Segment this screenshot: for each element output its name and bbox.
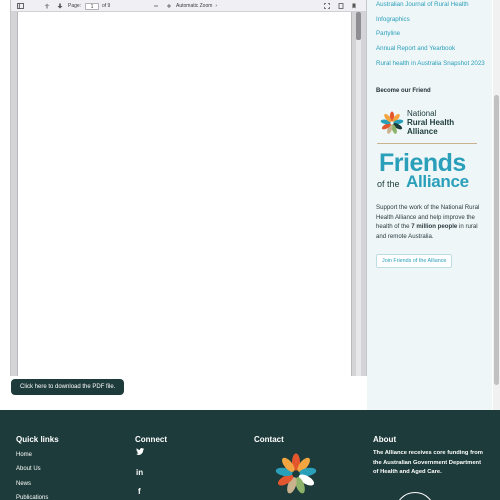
nrha-logo-national: National [407,109,437,118]
sidebar-toggle-icon[interactable] [17,0,24,12]
friend-heading: Become our Friend [376,88,431,94]
footer-link-about[interactable]: About Us [16,466,41,472]
contact-heading: Contact [254,435,284,444]
support-text [376,203,486,241]
nrha-logo[interactable] [377,108,482,146]
arrow-up-icon[interactable] [44,0,50,12]
government-seal-icon [395,492,435,500]
facebook-icon[interactable]: f [138,487,141,496]
support-text-end: in rural and remote Australia. [376,223,478,240]
sidebar-link-annual-report[interactable]: Annual Report and Yearbook [376,45,456,52]
site-footer [0,410,500,500]
sidebar-link-snapshot[interactable]: Rural health in Australia Snapshot 2023 [376,60,485,67]
zoom-select-label: Automatic Zoom [176,3,213,9]
minus-icon[interactable] [153,0,159,12]
fullscreen-icon[interactable] [324,0,330,12]
zoom-select[interactable] [176,0,217,12]
join-friends-button[interactable]: Join Friends of the Alliance [376,254,452,268]
page-label: Page: [68,3,82,9]
pdf-toolbar [11,0,366,12]
nrha-flower-icon [379,110,405,136]
right-sidebar [367,0,492,410]
pdf-viewer [10,0,367,376]
page-scrollbar-thumb[interactable] [494,95,499,385]
connect-heading: Connect [135,435,167,444]
friends-word: Friends [379,149,466,177]
about-heading: About [373,435,397,444]
nrha-logo-text [407,109,454,136]
nrha-logo-alliance: Alliance [407,127,438,136]
open-file-icon[interactable] [338,0,344,12]
download-pdf-button[interactable]: Click here to download the PDF file. [11,379,124,395]
linkedin-icon[interactable]: in [136,468,144,477]
sidebar-link-partyline[interactable]: Partyline [376,30,401,37]
bookmark-icon[interactable] [351,0,357,12]
twitter-icon[interactable] [136,448,144,457]
logo-divider [377,143,477,144]
pdf-scrollbar[interactable] [356,12,361,376]
support-text-bold: 7 million people [411,223,458,231]
quick-links-heading: Quick links [16,435,59,444]
support-text-start: Support the work of the National Rural Health Alliance and help improve the health of the [376,204,480,231]
of-the-word: of the [377,179,400,189]
nrha-flower-logo-icon [270,448,322,500]
chevron-right-icon: › [215,3,218,9]
pdf-page[interactable] [17,12,352,376]
footer-link-news[interactable]: News [16,481,32,487]
alliance-word: Alliance [406,172,469,191]
pdf-scrollbar-thumb[interactable] [356,12,361,40]
page-total: of 9 [102,3,111,9]
page-number-input[interactable]: 1 [85,3,99,10]
page-scrollbar[interactable] [493,0,500,410]
sidebar-link-journal[interactable]: Australian Journal of Rural Health [376,1,469,8]
nrha-logo-rural-health: Rural Health [407,118,455,127]
plus-icon[interactable] [166,0,172,12]
sidebar-link-infographics[interactable]: Infographics [376,16,410,23]
footer-link-publications[interactable]: Publications [16,495,49,500]
arrow-down-icon[interactable] [57,0,63,12]
about-text: The Alliance receives core funding from the Australian Government Department of Health and Aged Care. [373,450,483,476]
page-input-wrap [85,0,99,12]
footer-link-home[interactable]: Home [16,452,33,458]
friends-of-alliance-logo[interactable] [377,150,487,196]
